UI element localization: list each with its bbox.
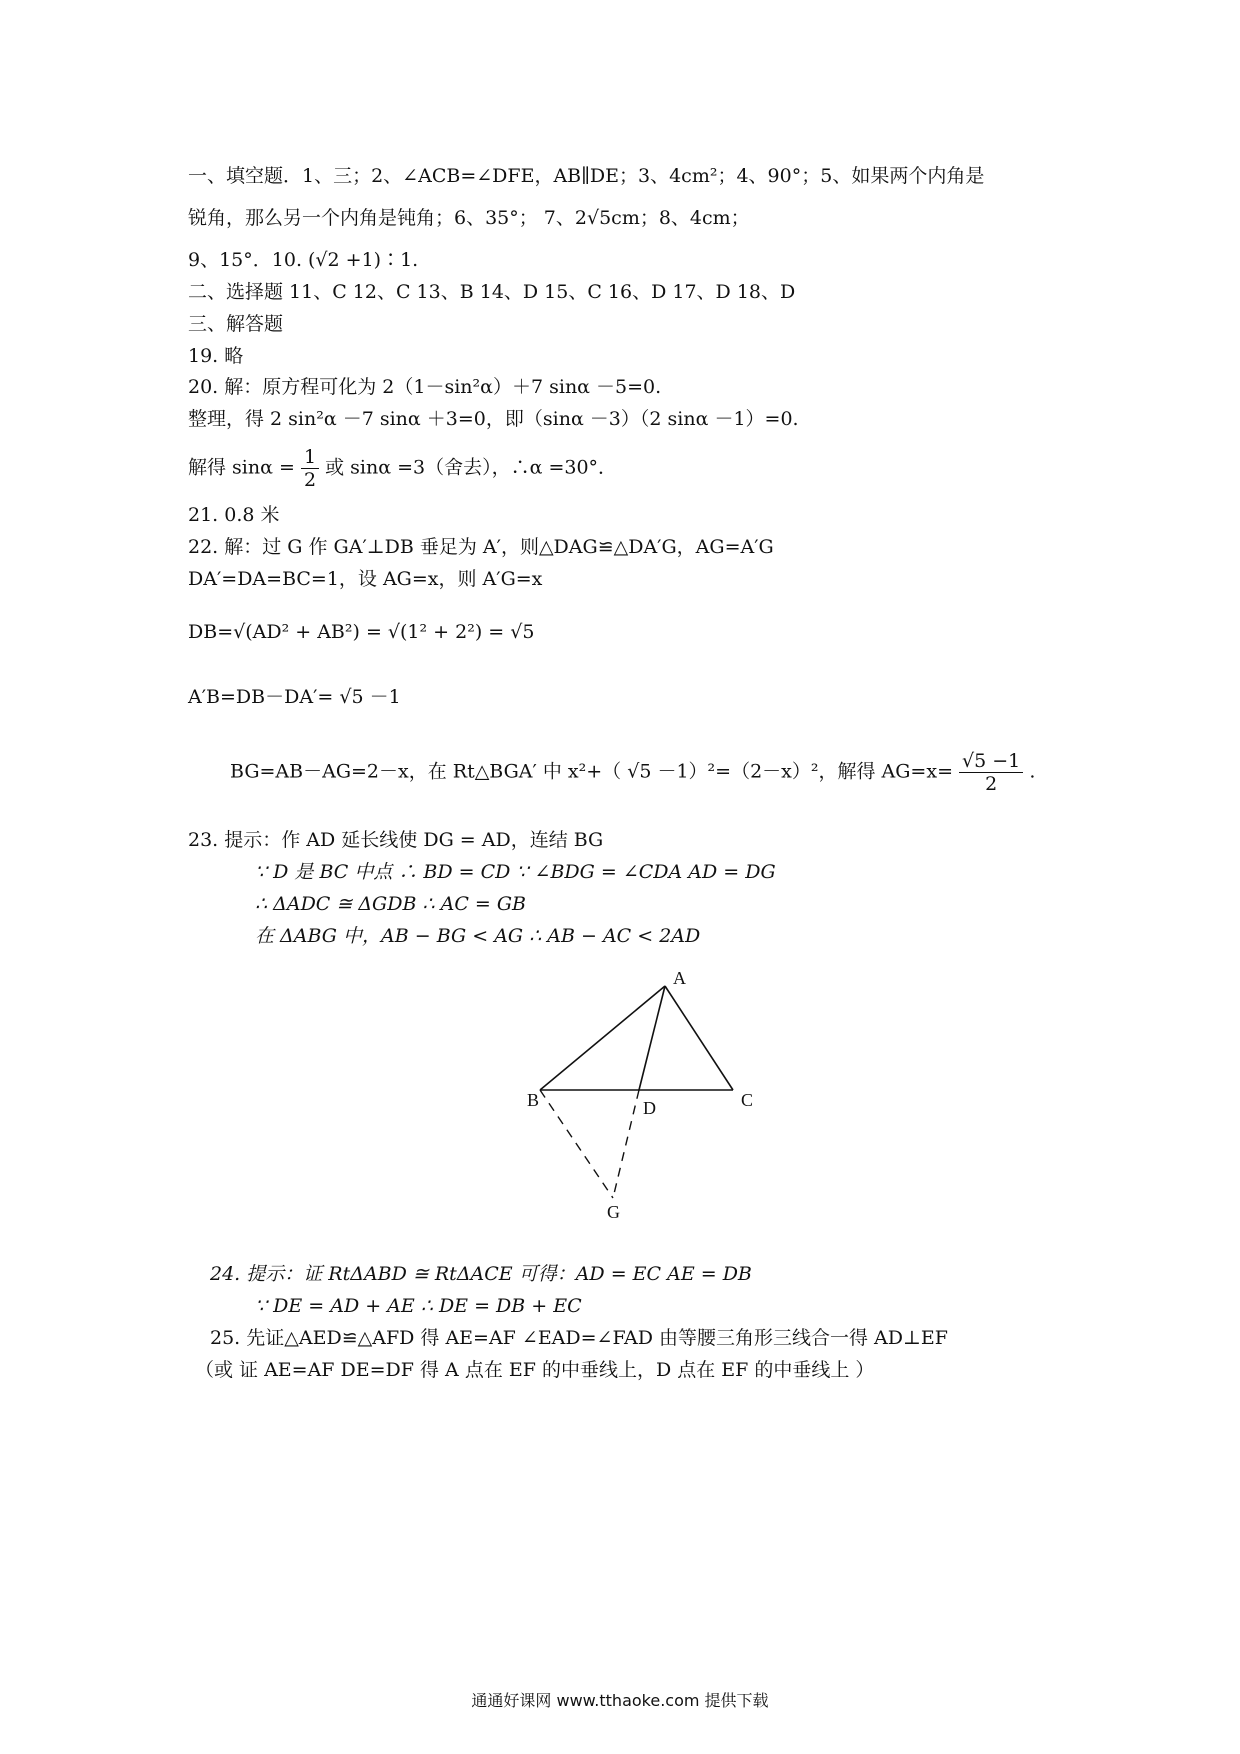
answer-22-db-formula: DB=√(AD² + AB²) = √(1² + 2²) = √5 <box>188 621 535 643</box>
fill-blank-line-1: 一、填空题．1、三；2、∠ACB=∠DFE，AB∥DE；3、4cm²；4、90°；5、如果两个内角是 <box>188 165 985 187</box>
section-title-solutions: 三、解答题 <box>188 313 284 335</box>
segment-bg-dashed <box>540 1090 613 1198</box>
choice-answers: 二、选择题 11、C 12、C 13、B 14、D 15、C 16、D 17、D 18、D <box>188 281 796 303</box>
answer-22-period: . <box>1029 760 1036 783</box>
segment-dg-dashed <box>613 1090 639 1198</box>
answer-20-text-a: 解得 sinα = <box>188 456 295 479</box>
answer-22-line-1: 22. 解：过 G 作 GA′⊥DB 垂足为 A′，则△DAG≌△DA′G，AG=A′G <box>188 536 774 558</box>
answer-23-line-1: 23. 提示：作 AD 延长线使 DG = AD，连结 BG <box>188 829 604 851</box>
label-d: D <box>643 1098 656 1118</box>
answer-22-line-2: DA′=DA=BC=1，设 AG=x，则 A′G=x <box>188 568 543 590</box>
label-g: G <box>607 1202 620 1222</box>
answer-19: 19. 略 <box>188 345 244 367</box>
answer-23-line-4: 在 ΔABG 中，AB − BG < AG ∴ AB − AC < 2AD <box>255 925 701 947</box>
answer-20-line-2: 整理，得 2 sin²α －7 sinα ＋3=0，即（sinα －3）（2 sinα －1）=0. <box>188 408 799 430</box>
fraction-one-half <box>301 446 319 491</box>
answer-25-line-2: （或 证 AE=AF DE=DF 得 A 点在 EF 的中垂线上，D 点在 EF 的中垂线上 ） <box>195 1359 875 1381</box>
fraction-numerator: √5 −1 <box>959 750 1023 773</box>
fraction-root5-minus-1-over-2 <box>959 750 1023 795</box>
segment-ab <box>540 986 665 1090</box>
answer-20-line-1: 20. 解：原方程可化为 2（1－sin²α）＋7 sinα －5=0. <box>188 376 662 398</box>
answer-20-text-b: 或 sinα =3（舍去），∴α =30°． <box>325 456 618 479</box>
fraction-denominator: 2 <box>303 469 317 491</box>
answer-25-line-1: 25. 先证△AED≌△AFD 得 AE=AF ∠EAD=∠FAD 由等腰三角形三线合一得 AD⊥EF <box>210 1327 948 1349</box>
answer-23-line-2: ∵ D 是 BC 中点 ∴ BD = CD ∵ ∠BDG = ∠CDA AD = DG <box>255 861 776 883</box>
label-b: B <box>527 1090 540 1110</box>
fraction-denominator: 2 <box>985 773 998 795</box>
segment-ac <box>665 986 733 1090</box>
answer-24-line-1: 24. 提示：证 RtΔABD ≅ RtΔACE 可得：AD = EC AE = DB <box>210 1263 752 1285</box>
label-c: C <box>741 1090 754 1110</box>
answer-24-line-2: ∵ DE = AD + AE ∴ DE = DB + EC <box>255 1295 582 1317</box>
answer-20-line-3 <box>188 446 617 491</box>
fill-blank-line-2: 锐角，那么另一个内角是钝角；6、35°； 7、2√5cm；8、4cm； <box>188 207 750 229</box>
answer-23-line-3: ∴ ΔADC ≅ ΔGDB ∴ AC = GB <box>255 893 527 915</box>
label-a: A <box>673 968 686 988</box>
fill-blank-line-3: 9、15°．10. (√2 +1)∶1. <box>188 249 419 271</box>
answer-22-bg-text: BG=AB－AG=2－x，在 Rt△BGA′ 中 x²+（ √5 －1）²=（2－x）²，解得 AG=x= <box>230 760 953 783</box>
answer-22-bg-line <box>230 750 1035 795</box>
footer-source: 通通好课网 www.tthaoke.com 提供下载 <box>471 1691 769 1710</box>
segment-ad <box>639 986 665 1090</box>
answer-22-ab-formula: A′B=DB－DA′= √5 －1 <box>188 686 401 708</box>
answer-21: 21. 0.8 米 <box>188 504 280 526</box>
triangle-figure <box>515 970 775 1244</box>
fraction-numerator: 1 <box>301 446 319 469</box>
